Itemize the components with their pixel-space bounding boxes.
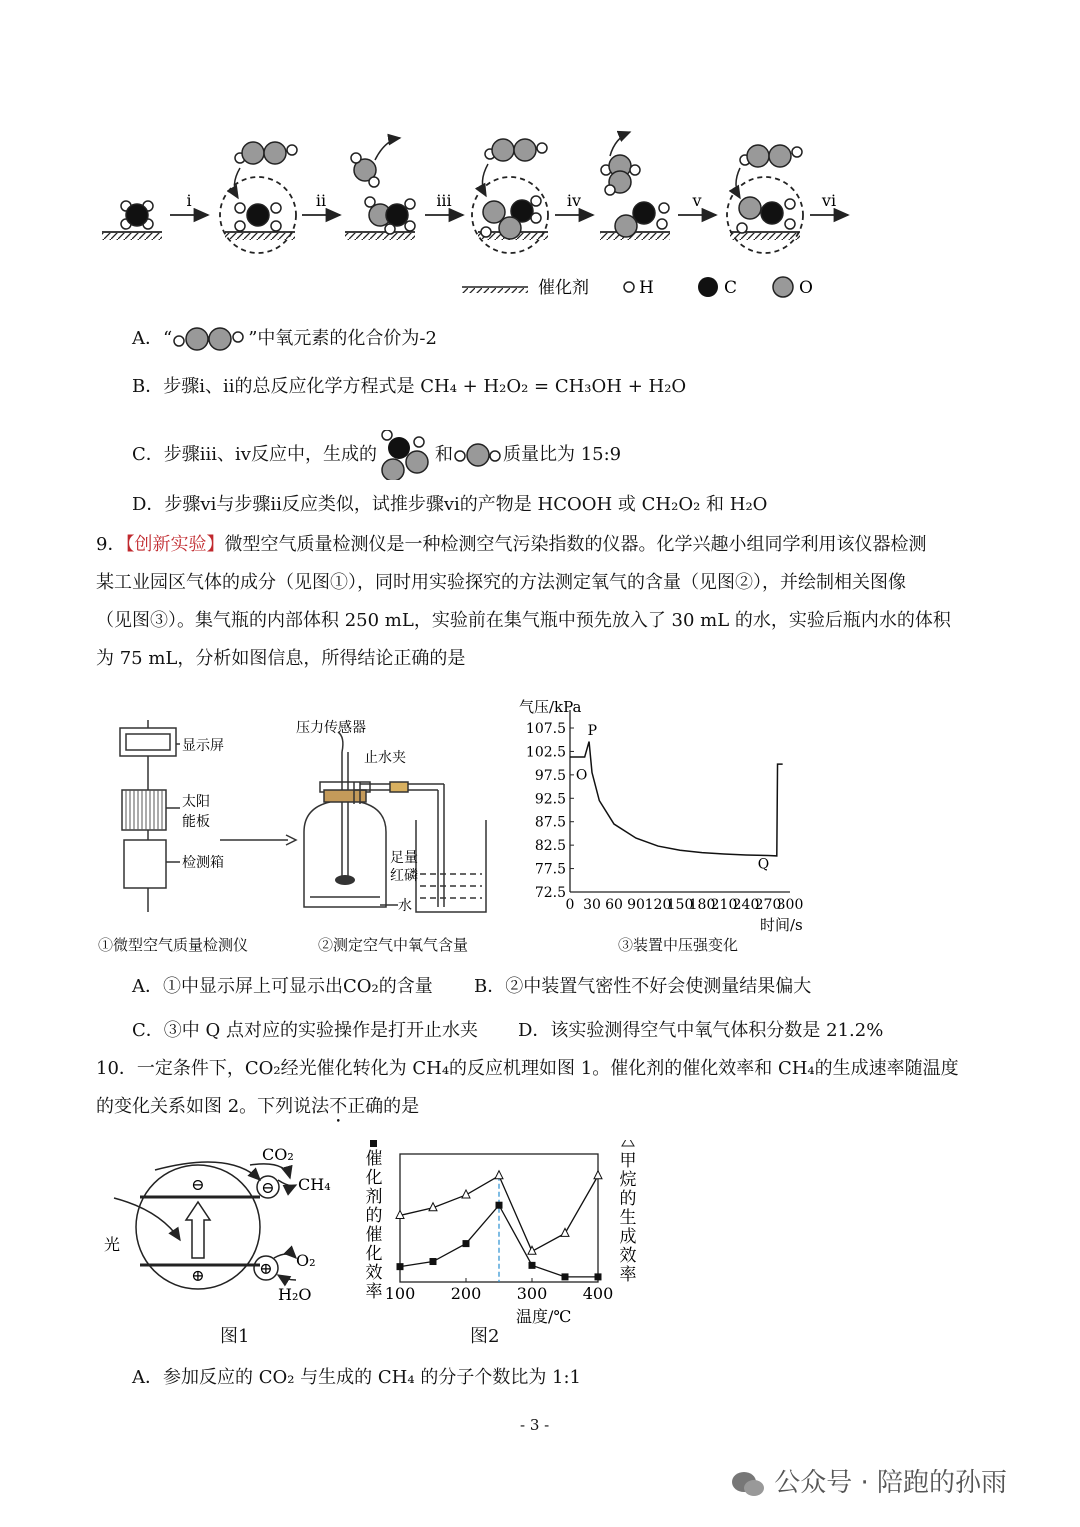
- q8-option-c: C．步骤iii、iv反应中，生成的 和 质量比为 15:9: [132, 430, 621, 480]
- q8-option-a: A．“ ”中氧元素的化合价为-2: [132, 328, 437, 349]
- x-tick-label: 150: [666, 897, 694, 913]
- left-axis-label-char: 率: [365, 1282, 383, 1302]
- arrow-right-icon: [220, 830, 300, 850]
- label-ch4: CH₄: [298, 1175, 331, 1194]
- label-o2: O₂: [296, 1251, 316, 1270]
- catalyst-efficiency-point: [529, 1262, 536, 1269]
- wechat-icon: [730, 1469, 766, 1499]
- page-number: - 3 -: [520, 1416, 550, 1434]
- svg-text:⊖: ⊖: [191, 1175, 205, 1194]
- catalyst-efficiency-point: [430, 1258, 437, 1265]
- q10-fig1-caption: 图1: [220, 1326, 250, 1347]
- annotation-p: P: [587, 723, 598, 740]
- x-tick-label: 210: [710, 897, 738, 913]
- watermark: 公众号 · 陪跑的孙雨: [730, 1462, 1007, 1499]
- svg-text:⊕: ⊕: [259, 1259, 273, 1278]
- step-label: ii: [315, 191, 327, 210]
- y-tick-label: 107.5: [525, 721, 566, 737]
- reaction-mechanism-figure: [90, 120, 870, 305]
- left-axis-label-char: 化: [365, 1168, 383, 1188]
- y-tick-label: 82.5: [534, 838, 566, 855]
- y-tick-label: 77.5: [534, 861, 566, 878]
- q10-fig2-caption: 图2: [470, 1326, 500, 1347]
- right-axis-marker-icon: [622, 1140, 634, 1146]
- x-tick-label: 90: [627, 897, 645, 913]
- label-co2: CO₂: [262, 1145, 294, 1164]
- step-label: iv: [566, 191, 582, 210]
- label-red-p-1: 足量: [390, 850, 418, 866]
- q9-option-a: A．①中显示屏上可显示出CO₂的含量: [132, 976, 433, 997]
- catalyst-efficiency-point: [496, 1202, 503, 1209]
- svg-text:⊖: ⊖: [261, 1178, 275, 1197]
- x-tick-label: 200: [450, 1284, 482, 1303]
- q9-tag: 【创新实验】: [125, 534, 225, 555]
- right-axis-label-char: 率: [619, 1265, 637, 1285]
- legend-h: H: [639, 278, 654, 298]
- y-tick-label: 97.5: [534, 767, 566, 784]
- q9-option-d: D．该实验测得空气中氧气体积分数是 21.2%: [518, 1020, 884, 1041]
- right-axis-label-char: 的: [619, 1189, 637, 1209]
- catalyst-efficiency-point: [595, 1273, 602, 1280]
- label-clamp: 止水夹: [364, 750, 406, 766]
- methane-rate-point: [495, 1171, 503, 1179]
- right-axis-label-char: 甲: [619, 1151, 637, 1171]
- q9-option-c: C．③中 Q 点对应的实验操作是打开止水夹: [132, 1020, 478, 1041]
- q9-figure-2-apparatus: [290, 712, 500, 917]
- x-tick-label: 300: [776, 897, 804, 913]
- x-axis-label: 时间/s: [760, 916, 803, 934]
- q8-option-d: D．步骤vi与步骤ii反应类似，试推步骤vi的产物是 HCOOH 或 CH₂O₂ 和 H₂O: [132, 494, 768, 515]
- pressure-series-line: [570, 742, 783, 856]
- label-light: 光: [104, 1235, 121, 1254]
- legend-c: C: [724, 278, 738, 298]
- x-tick-label: 30: [583, 897, 601, 913]
- right-axis-label-char: 生: [619, 1208, 637, 1228]
- label-h2o: H₂O: [278, 1285, 312, 1304]
- right-axis-label-char: 烷: [619, 1170, 637, 1190]
- x-tick-label: 0: [565, 897, 575, 913]
- x-axis-label: 温度/℃: [516, 1307, 572, 1326]
- right-axis-label-char: 成: [619, 1227, 637, 1247]
- left-axis-label-char: 效: [365, 1263, 383, 1283]
- y-tick-label: 72.5: [534, 885, 566, 901]
- annotation-q: Q: [757, 856, 770, 873]
- step-label: v: [692, 191, 702, 210]
- q9-option-b: B．②中装置气密性不好会使测量结果偏大: [474, 976, 812, 997]
- q8-option-b: B．步骤i、ii的总反应化学方程式是 CH₄ + H₂O₂ = CH₃OH + H₂O: [132, 376, 687, 397]
- left-axis-label-char: 催: [365, 1149, 383, 1169]
- catalyst-efficiency-point: [562, 1273, 569, 1280]
- x-tick-label: 120: [644, 897, 672, 913]
- y-axis-label: 气压/kPa: [519, 698, 582, 716]
- q10-option-a: A．参加反应的 CO₂ 与生成的 CH₄ 的分子个数比为 1:1: [132, 1367, 582, 1388]
- label-solar: 太阳: [182, 794, 210, 810]
- q10-temperature-chart: [360, 1140, 650, 1330]
- left-axis-label-char: 剂: [365, 1187, 383, 1207]
- left-axis-label-char: 的: [365, 1206, 383, 1226]
- label-screen: 显示屏: [182, 738, 224, 754]
- x-tick-label: 270: [754, 897, 782, 913]
- annotation-o: O: [575, 767, 588, 784]
- catalyst-efficiency-point: [397, 1263, 404, 1270]
- svg-text:⊕: ⊕: [191, 1266, 205, 1285]
- legend-o: O: [799, 278, 813, 298]
- q10-stem: 10．一定条件下，CO₂经光催化转化为 CH₄的反应机理如图 1。催化剂的催化效率和 CH₄的生成速率随温度 的变化关系如图 2。下列说法不正确的是: [96, 1058, 959, 1117]
- legend-catalyst: 催化剂: [538, 278, 589, 298]
- left-axis-label-char: 催: [365, 1225, 383, 1245]
- h2o-molecule-icon: [453, 440, 503, 470]
- q9-figure-1-detector: [100, 720, 300, 920]
- label-red-p-2: 红磷: [390, 868, 418, 884]
- left-axis-label-char: 化: [365, 1244, 383, 1264]
- h2o2-molecule-icon: [172, 327, 248, 351]
- y-tick-label: 102.5: [525, 744, 566, 761]
- left-axis-marker-icon: [370, 1140, 377, 1147]
- x-tick-label: 180: [688, 897, 716, 913]
- q9-fig2-caption: ②测定空气中氧气含量: [318, 936, 469, 954]
- x-tick-label: 300: [516, 1284, 548, 1303]
- q9-fig1-caption: ①微型空气质量检测仪: [98, 936, 249, 954]
- q9-pressure-chart: [515, 690, 815, 935]
- right-axis-label-char: 效: [619, 1246, 637, 1266]
- y-tick-label: 87.5: [534, 814, 566, 831]
- label-solar-2: 能板: [182, 814, 210, 830]
- catalyst-efficiency-point: [463, 1240, 470, 1247]
- label-pressure-sensor: 压力传感器: [296, 720, 366, 736]
- step-label: iii: [436, 191, 452, 210]
- step-label: i: [186, 191, 192, 210]
- label-water: 水: [398, 898, 412, 914]
- label-box: 检测箱: [182, 855, 224, 871]
- methane-rate-point: [594, 1171, 602, 1179]
- q9-fig3-caption: ③装置中压强变化: [618, 936, 739, 954]
- q9-stem: 9．【创新实验】微型空气质量检测仪是一种检测空气污染指数的仪器。化学兴趣小组同学利用该仪器检测 某工业园区气体的成分（见图①），同时用实验探究的方法测定氧气的含量（见图②），并绘制相关图像 （见图③）。集气瓶的内部体积 250 mL，实验前在集气瓶中预先放入了 30 mL 的水，实验后瓶内水的体积 为 75 mL，分析如图信息，所得结论正确的是: [96, 534, 951, 669]
- x-tick-label: 400: [582, 1284, 614, 1303]
- x-tick-label: 60: [605, 897, 623, 913]
- q10-figure-1: [100, 1140, 340, 1310]
- x-tick-label: 240: [732, 897, 760, 913]
- x-tick-label: 100: [384, 1284, 416, 1303]
- ch3oh-molecule-icon: [377, 430, 435, 480]
- y-tick-label: 92.5: [534, 791, 566, 808]
- step-label: vi: [821, 191, 837, 210]
